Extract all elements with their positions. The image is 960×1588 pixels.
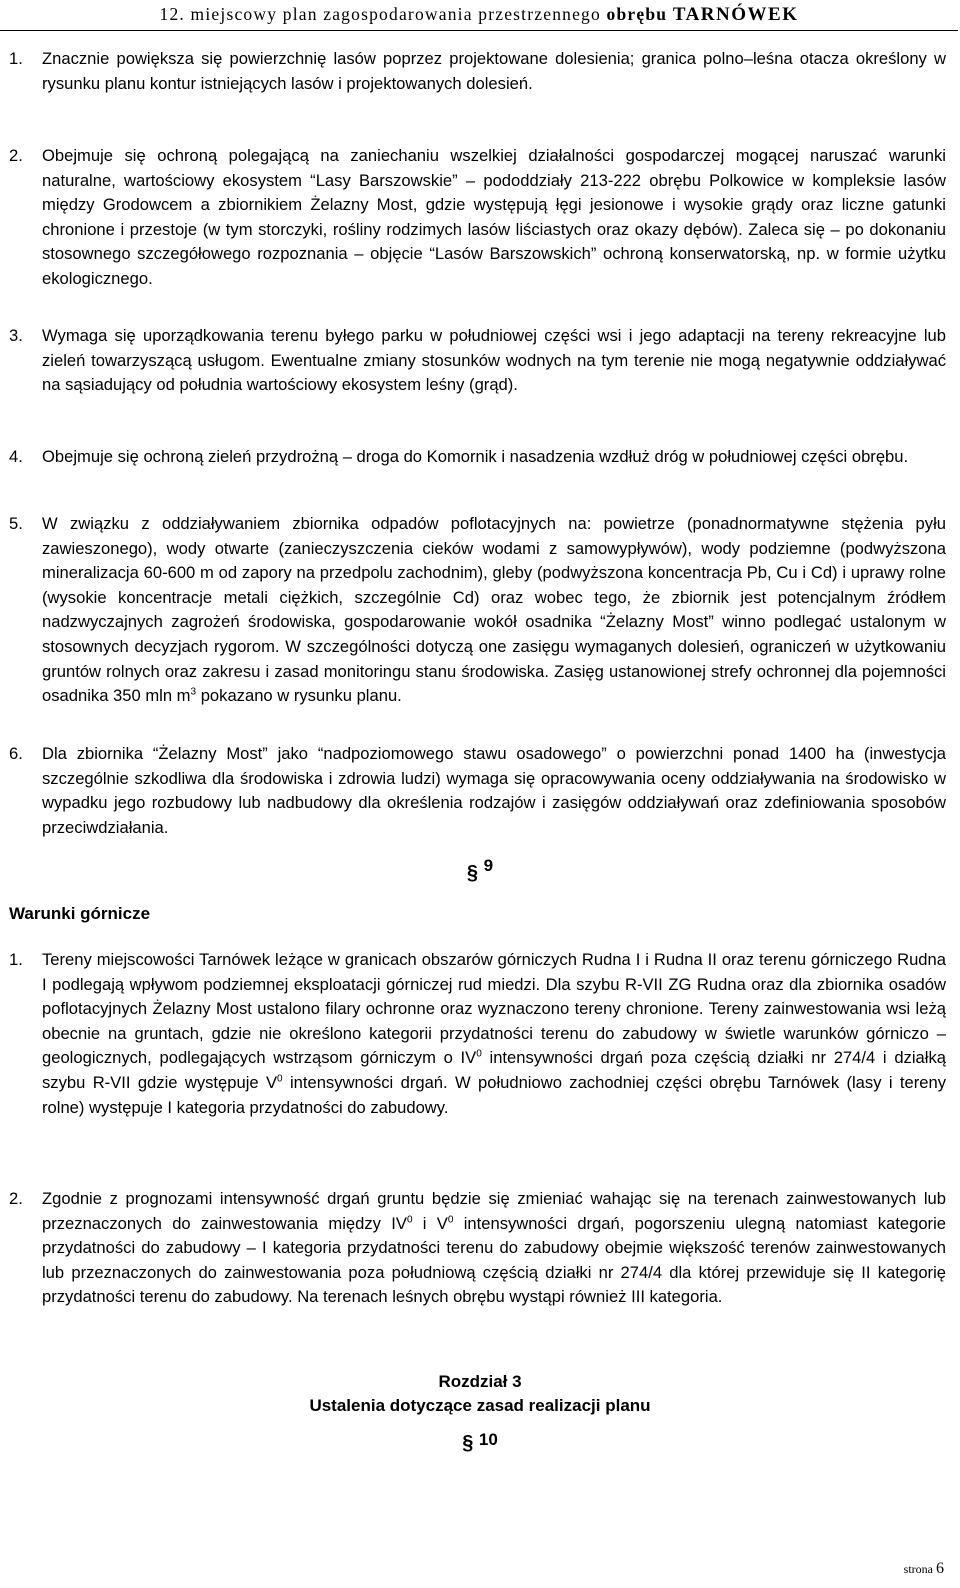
item-number: 1. <box>9 950 23 969</box>
paragraph-number: 10 <box>478 1430 498 1449</box>
section-a-item-3 <box>0 324 960 398</box>
item-text: Obejmuje się ochroną zieleń przydrożną – droga do Komornik i nasadzenia wzdłuż dróg w południowej części obrębu. <box>42 447 909 466</box>
header-village: TARNÓWEK <box>672 4 799 25</box>
section-sign: § <box>462 1432 474 1454</box>
item-number: 6. <box>9 744 23 763</box>
text-part: i V <box>412 1213 448 1233</box>
header-obreb: obrębu <box>606 4 668 24</box>
item-text <box>42 1187 946 1310</box>
page-header <box>0 0 958 31</box>
text-part: Tereny miejscowości Tarnówek leżące w granicach obszarów górniczych Rudna I i Rudna II oraz terenu górniczego Rudna I podlegają wpływom podziemnej eksploatacji górniczej rud miedzi. Dla szybu R-VII ZG Rudna oraz dla zbiornika osadów poflotacyjnych Żelazny Most ustalono filary ochronne oraz wyznaczono tereny chronione. Tereny zainwestowania wsi leżą obecnie na gruntach, gdzie nie określono kategorii przydatności terenu do zabudowy w świetle warunków górniczo – geologicznych, podlegających wstrząsom górniczym o IV <box>42 950 946 1068</box>
text-part: intensywności drgań. W południowo zachodniej części obrębu Tarnówek (lasy i tereny rolne) występuje I kategoria przydatności do zabudowy. <box>42 1072 946 1117</box>
paragraph-10-marker <box>0 1430 960 1455</box>
item-text: Wymaga się uporządkowania terenu byłego parku w południowej części wsi i jego adaptacji na tereny rekreacyjne lub zieleń towarzyszącą usługom. Ewentualne zmiany stosunków wodnych na tym terenie nie mogą negatywnie oddziaływać na sąsiadujący od południa wartościowy ekosystem leśny (grąd). <box>42 326 946 395</box>
item-number: 5. <box>9 514 23 533</box>
text-part: intensywności drgań poza częścią działki nr 274/4 i działką szybu R-VII gdzie występuje V <box>42 1048 946 1092</box>
chapter-subtitle: Ustalenia dotyczące zasad realizacji planu <box>309 1396 651 1415</box>
item-number: 3. <box>9 326 23 345</box>
paragraph-number: 9 <box>483 856 494 875</box>
section-heading: Warunki górnicze <box>9 904 151 923</box>
footer-label: strona <box>903 1562 933 1576</box>
item-number: 2. <box>9 146 23 165</box>
superscript: 0 <box>447 1214 454 1226</box>
superscript: 3 <box>190 686 197 698</box>
section-a-item-1 <box>0 47 960 96</box>
section-a-item-2 <box>0 144 960 292</box>
header-title: 12. miejscowy plan zagospodarowania przestrzennego <box>159 4 601 24</box>
item-text: Obejmuje się ochroną polegającą na zaniechaniu wszelkiej działalności gospodarczej mogącej naruszać warunki naturalne, wartościowy ekosystem “Lasy Barszowskie” – pododdziały 213-222 obrębu Polkowice w kompleksie lasów między Grodowcem a zbiornikiem Żelazny Most, gdzie występują łęgi jesionowe i wysokie grądy oraz liczne gatunki chronione i przestoje (w tym storczyki, rośliny rodzimych lasów liściastych oraz okazy dębów). Zaleca się – po dokonaniu stosownego szczegółowego rozpoznania – objęcie “Lasów Barszowskich” ochroną konserwatorską, np. w formie użytku ekologicznego. <box>42 146 946 288</box>
item-text-tail: pokazano w rysunku planu. <box>196 686 402 706</box>
section-a-item-5 <box>0 512 960 709</box>
chapter-title: Rozdział 3 <box>438 1372 522 1391</box>
text-part: Zgodnie z prognozami intensywność drgań gruntu będzie się zmieniać wahając się na terenach zainwestowanych lub przeznaczonych do zainwestowania między IV <box>42 1189 946 1233</box>
page-footer <box>904 1560 944 1578</box>
section-a-item-4 <box>0 445 960 470</box>
item-text: Dla zbiornika “Żelazny Most” jako “nadpoziomowego stawu osadowego” o powierzchni ponad 1400 ha (inwestycja szczególnie szkodliwa dla środowiska i zdrowia ludzi) wymaga się opracowywania oceny oddziaływania na środowisko w wypadku jego rozbudowy lub nadbudowy dla określenia rodzajów i zasięgów oddziaływań oraz zdefiniowania sposobów przeciwdziałania. <box>42 744 946 837</box>
section-a-item-6 <box>0 742 960 840</box>
item-text: Znacznie powiększa się powierzchnię lasów poprzez projektowane dolesienia; granica polno–leśna otacza określony w rysunku planu kontur istniejących lasów i projektowanych dolesień. <box>42 49 946 93</box>
section-b-item-1 <box>0 948 960 1120</box>
page-number: 6 <box>936 1560 944 1577</box>
item-number: 2. <box>9 1189 23 1208</box>
superscript: 0 <box>277 1073 283 1085</box>
superscript: 0 <box>406 1214 413 1226</box>
item-number: 4. <box>9 447 23 466</box>
item-text-main: W związku z oddziaływaniem zbiornika odpadów poflotacyjnych na: powietrze (ponadnormatywne stężenia pyłu zawieszonego), wody otwarte (zanieczyszczenia cieków wodami z samowypływów), wody podziemne (podwyższona mineralizacja 60-600 m od zapory na przedpolu zachodnim), gleby (podwyższona koncentracja Pb, Cu i Cd) i uprawy rolne (wysokie koncentracje metali ciężkich, szczególnie Cd) oraz wobec tego, że zbiornik jest potencjalnym źródłem nadzwyczajnych zagrożeń środowiska, gospodarowanie wokół osadnika “Żelazny Most” winno podlegać ustalonym w stosownych decyzjach rygorom. W szczególności dotyczą one zasięgu wymaganych dolesień, ograniczeń w użytkowaniu gruntów rolnych oraz zakresu i zasad monitoringu stanu środowiska. Zasięg ustanowionej strefy ochronnej dla pojemności osadnika 350 mln m <box>42 514 946 706</box>
section-b-item-2 <box>0 1187 960 1310</box>
text-part: intensywności drgań, pogorszeniu ulegną natomiast kategorie przydatności do zabudowy – I kategoria przydatności terenu do zabudowy obejmie większość terenów zainwestowanych lub przeznaczonych do zainwestowania poza południową częścią działki nr 274/4 dla której przewiduje się II kategorię przydatności terenu do zabudowy. Na terenach leśnych obrębu wystąpi również III kategoria. <box>42 1213 946 1307</box>
item-number: 1. <box>9 49 23 68</box>
item-text <box>42 948 946 1120</box>
section-sign: § <box>466 862 479 884</box>
paragraph-9-marker <box>0 856 960 885</box>
item-text <box>42 512 946 709</box>
superscript: 0 <box>476 1048 482 1060</box>
